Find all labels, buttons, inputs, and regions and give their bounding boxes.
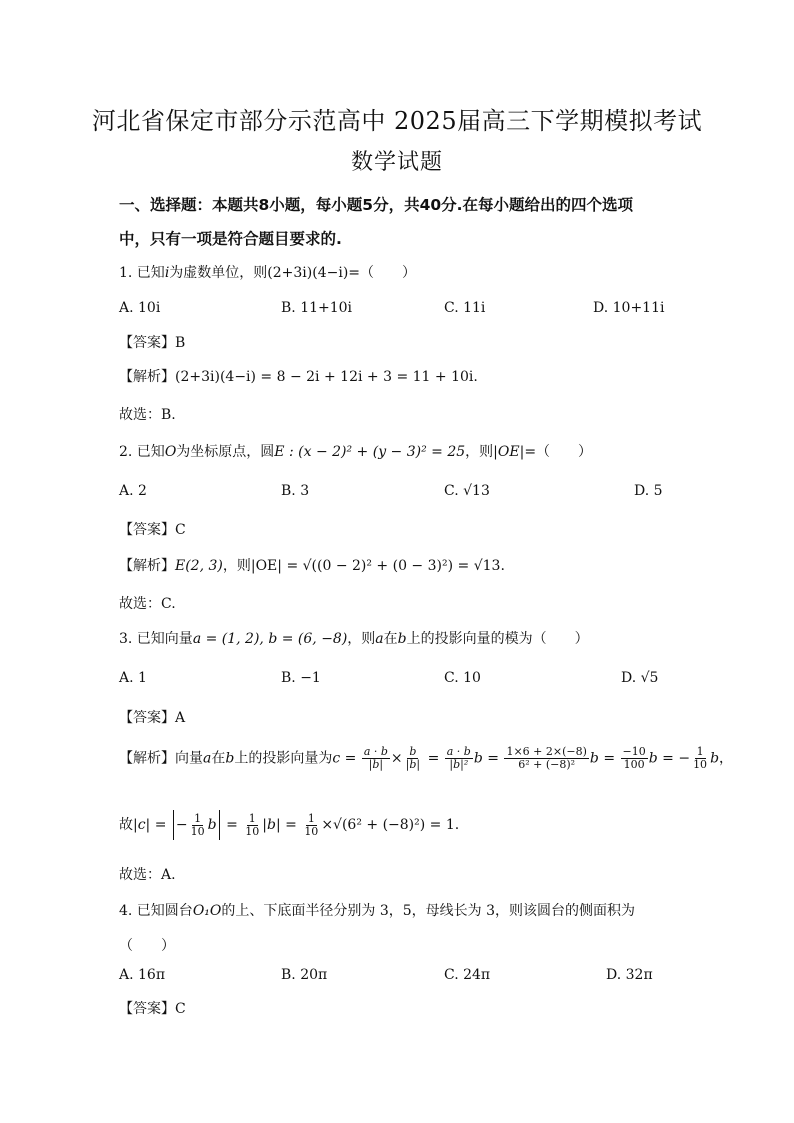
q3-answer: 【答案】A [119, 710, 186, 726]
q3-frac-3: $\frac{a \cdot b}{\text{|b|²}}$ [446, 745, 471, 771]
q1-stem: 1. 已知i为虚数单位，则(2+3i)(4−i)=（ ） [119, 265, 417, 281]
q3-line2-frac-a: $\frac{1}{10}$ [190, 811, 205, 838]
q1-conclusion: 故选：B. [119, 407, 176, 423]
q3-option-a: A. 1 [119, 670, 147, 686]
q2-option-a: A. 2 [119, 483, 147, 499]
q4-stem: 4. 已知圆台O₁O的上、下底面半径分别为 3，5，母线长为 3，则该圆台的侧面积为 [119, 903, 636, 919]
q3-stem: 3. 已知向量a = (1, 2), b = (6, −8)，则a在b上的投影向量的模为（ ） [119, 631, 589, 647]
q2-option-b: B. 3 [281, 483, 310, 499]
q3-conclusion: 故选：A. [119, 867, 176, 883]
q3-analysis-line2: 故|c| = − $\frac{1}{10}$ b = $\frac{1}{10}$ |b| = $\frac{1}{10}$ ×√(6² + (−8)²) = 1. [119, 810, 459, 840]
q3-frac-6: $\frac{1}{10}$ [693, 745, 708, 771]
q2-conclusion: 故选：C. [119, 596, 176, 612]
q4-option-c: C. 24π [444, 967, 491, 983]
q2-stem: 2. 已知O为坐标原点，圆E : (x − 2)² + (y − 3)² = 25，则|OE|=（ ） [119, 444, 593, 460]
q3-option-b: B. −1 [281, 670, 321, 686]
section-heading-line1: 一、选择题：本题共8小题，每小题5分，共40分.在每小题给出的四个选项 [119, 196, 634, 214]
q3-line2-frac-c: $\frac{1}{10}$ [304, 811, 319, 838]
q3-frac-5: $\frac{-10}{100}$ [622, 745, 646, 771]
q4-option-d: D. 32π [606, 967, 653, 983]
q1-option-d: D. 10+11i [593, 300, 665, 316]
q3-option-d: D. √5 [621, 670, 659, 686]
q4-paren: （ ） [119, 938, 175, 954]
section-heading-line2: 中，只有一项是符合题目要求的. [119, 230, 342, 248]
exam-title: 河北省保定市部分示范高中 2025届高三下学期模拟考试 [91, 107, 703, 135]
q3-analysis-line1: 【解析】向量a在b上的投影向量为c = $\frac{a \cdot b}{|b|}$ × $\frac{b}{|b|}$ = $\frac{a \cdot b}{\text{|b|²}}$ b = $\frac{1\times 6 + 2\times(-8)}{\text{6² + (−8)²}}$ b = $\frac{-10}{100}$ b = − $\frac{1}{10}$ b， [119, 745, 734, 771]
q2-answer: 【答案】C [119, 522, 186, 538]
q1-option-c: C. 11i [444, 300, 486, 316]
q3-line2-frac-b: $\frac{1}{10}$ [245, 811, 260, 838]
q2-analysis: 【解析】E(2, 3)，则|OE| = √((0 − 2)² + (0 − 3)²) = √13. [119, 558, 505, 574]
q3-frac-1: $\frac{a \cdot b}{|b|}$ [363, 745, 388, 771]
q1-option-a: A. 10i [119, 300, 161, 316]
q4-answer: 【答案】C [119, 1001, 186, 1017]
q3-frac-4: $\frac{1\times 6 + 2\times(-8)}{\text{6² + (−8)²}}$ [506, 745, 587, 771]
q2-option-c: C. √13 [444, 483, 490, 499]
exam-subtitle: 数学试题 [350, 150, 443, 175]
q2-option-d: D. 5 [634, 483, 663, 499]
q3-option-c: C. 10 [444, 670, 481, 686]
q4-option-b: B. 20π [281, 967, 328, 983]
q1-option-b: B. 11+10i [281, 300, 353, 316]
q4-option-a: A. 16π [119, 967, 166, 983]
q3-frac-2: $\frac{b}{|b|}$ [405, 745, 421, 771]
q1-analysis: 【解析】(2+3i)(4−i) = 8 − 2i + 12i + 3 = 11 + 10i. [119, 369, 478, 385]
q1-answer: 【答案】B [119, 335, 186, 351]
